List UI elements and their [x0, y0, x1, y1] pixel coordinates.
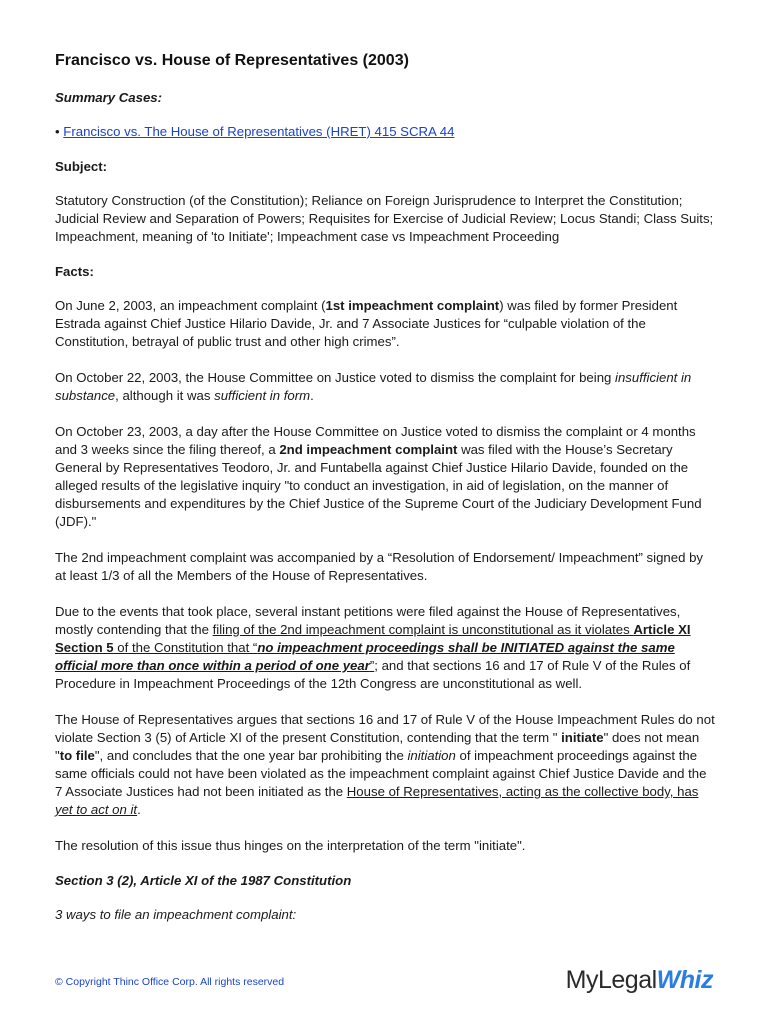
document-body — [55, 52, 715, 942]
facts-paragraph-5: Due to the events that took place, several instant petitions were filed against the House of Representatives, mostly contending that the filing of the 2nd impeachment complaint is unconstitutional as it violates Article XI Section 5 of the Constitution that “no impeachment proceedings shall be INITIATED against the same official more than once within a period of one year”; and that sections 16 and 17 of Rule V of the Rules of Procedure in Impeachment Proceedings of the 12th Congress are unconstitutional as well. — [55, 604, 691, 691]
document-title: Francisco vs. House of Representatives (2003) — [55, 52, 409, 69]
facts-paragraph-4: The 2nd impeachment complaint was accompanied by a “Resolution of Endorsement/ Impeachment” signed by at least 1/3 of all the Members of the House of Representatives. — [55, 550, 703, 583]
ways-label: 3 ways to file an impeachment complaint: — [55, 907, 297, 922]
summary-case-link[interactable]: Francisco vs. The House of Representatives (HRET) 415 SCRA 44 — [63, 124, 455, 139]
facts-paragraph-1: On June 2, 2003, an impeachment complaint (1st impeachment complaint) was filed by former President Estrada against Chief Justice Hilario Davide, Jr. and 7 Associate Justices for “culpable violation of the Constitution, betrayal of public trust and other high crimes”. — [55, 298, 678, 349]
summary-cases-label: Summary Cases: — [55, 90, 163, 105]
subject-label: Subject: — [55, 159, 108, 174]
subject-text: Statutory Construction (of the Constitution); Reliance on Foreign Jurisprudence to Interpret the Constitution; Judicial Review and Separation of Powers; Requisites for Exercise of Judicial Review; Locus Standi; Class Suits; Impeachment, meaning of 'to Initiate'; Impeachment case vs Impeachment Proceeding — [55, 193, 714, 244]
section-heading: Section 3 (2), Article XI of the 1987 Constitution — [55, 873, 352, 888]
facts-paragraph-7: The resolution of this issue thus hinges on the interpretation of the term "initiate". — [55, 838, 526, 853]
facts-paragraph-6: The House of Representatives argues that sections 16 and 17 of Rule V of the House Impeachment Rules do not violate Section 3 (5) of Article XI of the present Constitution, contending that the term " initiate" does not mean "to file", and concludes that the one year bar prohibiting the initiation of impeachment proceedings against the same officials could not have been violated as the impeachment complaint against Chief Justice Davide and the 7 Associate Justices had not been initiated as the House of Representatives, acting as the collective body, has yet to act on it. — [55, 712, 715, 817]
facts-label: Facts: — [55, 264, 94, 279]
bullet-icon: • — [55, 124, 64, 139]
facts-paragraph-3: On October 23, 2003, a day after the House Committee on Justice voted to dismiss the complaint or 4 months and 3 weeks since the filing thereof, a 2nd impeachment complaint was filed with the House’s Secretary General by Representatives Teodoro, Jr. and Funtabella against Chief Justice Hilario Davide, founded on the alleged results of the legislative inquiry "to conduct an investigation, in aid of legislation, on the manner of disbursements and expenditures by the Chief Justice of the Supreme Court of the Judiciary Development Fund (JDF)." — [55, 424, 702, 529]
mylegalwhiz-logo: MyLegalWhiz — [565, 966, 713, 994]
facts-paragraph-2: On October 22, 2003, the House Committee on Justice voted to dismiss the complaint for being insufficient in substance, although it was sufficient in form. — [55, 370, 692, 403]
summary-case-item — [55, 123, 715, 141]
copyright-footer: © Copyright Thinc Office Corp. All rights reserved — [55, 976, 285, 988]
